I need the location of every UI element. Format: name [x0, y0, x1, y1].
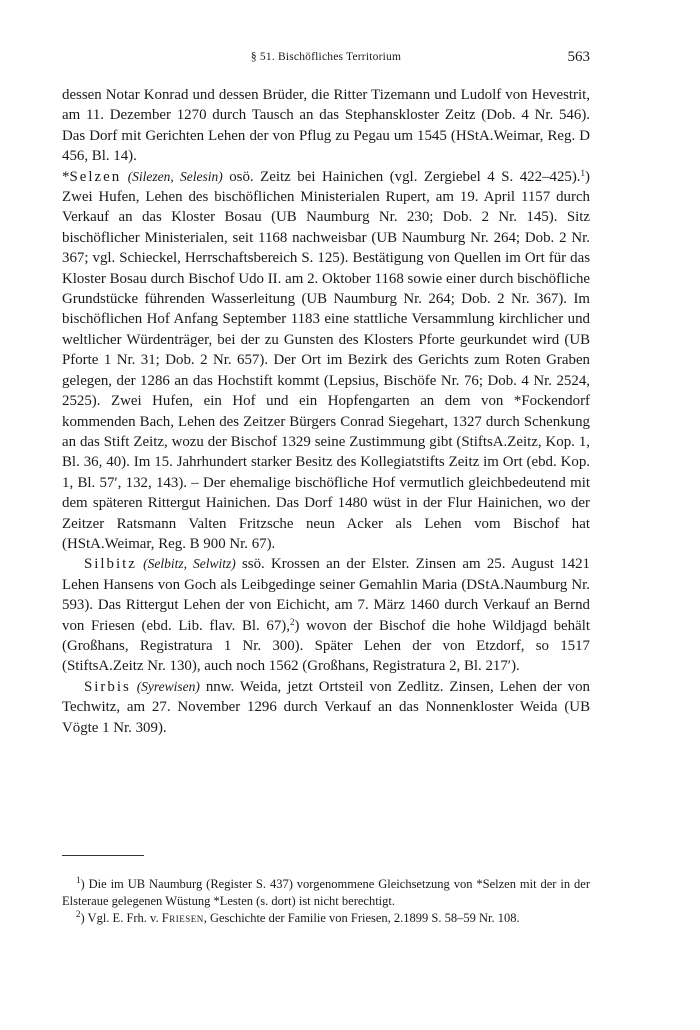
footnote-text: ) Vgl. E. Frh. v.: [80, 911, 162, 925]
entry-place-name: Selzen: [69, 168, 122, 185]
footnote-mark: 1: [76, 875, 81, 885]
footnotes: [62, 876, 590, 927]
footnote-rule: [62, 855, 144, 856]
footnote-mark: 2: [76, 909, 81, 919]
footnote-author: Friesen: [161, 911, 204, 925]
page-number: 563: [567, 49, 590, 65]
footnote-ref: 1: [580, 167, 586, 178]
running-title: § 51. Bischöfliches Territorium: [250, 51, 402, 63]
body-text: [62, 85, 590, 738]
entry-text: ) Zwei Hufen, Lehen des bischöflichen Ministerialen Rupert, am 19. April 1157 durch Verkauf an das Kloster Bosau (UB Naumburg Nr. 230; Dob. 2 Nr. 145). Sitz bischöflicher Ministerialen, seit 1168 nachweisbar (UB Naumburg Nr. 264; Dob. 2 Nr. 367; vgl. Schieckel, Herrschaftsbereich S. 125). Bestätigung von Quellen im Ort für das Kloster Bosau durch Bischof Udo II. am 2. Oktober 1168 sowie einer durch bischöfliche Grundstücke führenden Wasserleitung (UB Naumburg Nr. 264; Dob. 2 Nr. 367). Im bischöflichen Hof Anfang September 1183 eine stattliche Versammlung kirchlicher und weltlicher Würdenträger, bei der zu Gunsten des Klosters Pforte geurkundet wird (UB Pforte 1 Nr. 31; Dob. 2 Nr. 657). Der Ort im Bezirk des Gerichts zum Roten Graben gelegen, der 1286 an das Hochstift kommt (Lepsius, Bischöfe Nr. 76; Dob. 4 Nr. 2524, 2525). Zwei Hufen, ein Hof und ein Hopfengarten an dem von *Fockendorf kommenden Bach, Lehen des Zeitzer Bürgers Conrad Siegehart, 1327 durch Schenkung an das Stift Zeitz, wozu der Bischof 1329 seine Zustimmung gibt (StiftsA.Zeitz, Kop. 1, Bl. 36, 40). Im 15. Jahrhundert starker Besitz des Kollegiatstifts Zeitz im Ort (ebd. Kop. 1, Bl. 57′, 132, 143). – Der ehemalige bischöfliche Hof vermutlich gleichbedeutend mit dem späteren Rittergut Hainichen. Das Dorf 1480 wüst in der Flur Hainichen, wo der Zeitzer Ratsmann Valten Fritzsche neun Acker als Lehen vom Bischof hat (HStA.Weimar, Reg. B 900 Nr. 67).: [62, 168, 590, 552]
entry-sirbis: [62, 677, 590, 738]
footnote-1: [62, 876, 590, 910]
paragraph-continuation: dessen Notar Konrad und dessen Brüder, die Ritter Tizemann und Ludolf von Hevestrit, am 11. Dezember 1270 durch Tausch an das Stephanskloster Zeitz (Dob. 4 Nr. 546). Das Dorf mit Gerichten Lehen der von Pflug zu Pegau um 1545 (HStA.Weimar, Reg. D 456, Bl. 14).: [62, 87, 590, 165]
running-head: [62, 51, 590, 71]
entry-name-variants: (Silezen, Selesin): [127, 168, 223, 184]
entry-text: nnw. Weida, jetzt Ortsteil von Zedlitz. Zinsen, Lehen der von Techwitz, am 27. November 1296 durch Verkauf an das Nonnenkloster Weida (UB Vögte 1 Nr. 309).: [62, 678, 590, 736]
entry-asterisk: *: [62, 168, 70, 185]
entry-name-variants: (Selbitz, Selwitz): [143, 556, 236, 572]
entry-text: ssö. Krossen an der Elster. Zinsen am 25. August 1421 Lehen Hansens von Goch als Leibgedinge seiner Gemahlin Maria (DStA.Naumburg Nr. 593). Das Rittergut Lehen der von Eichicht, am 7. März 1460 durch Verkauf an Bernd von Friesen (ebd. Lib. flav. Bl. 67),: [62, 556, 590, 634]
entry-name-variants: (Syrewisen): [136, 678, 200, 694]
entry-text: ) wovon der Bischof die hohe Wildjagd behält (Großhans, Registratura 1 Nr. 300). Später Lehen der von Etzdorf, so 1517 (StiftsA.Zeitz Nr. 130), auch noch 1562 (Großhans, Registratura 2, Bl. 217′).: [62, 617, 590, 675]
entry-selzen: [62, 167, 590, 555]
entry-silbitz: [62, 554, 590, 676]
entry-place-name: Silbitz: [84, 556, 137, 573]
footnote-2: [62, 910, 590, 927]
entry-place-name: Sirbis: [84, 678, 131, 695]
footnote-text: ) Die im UB Naumburg (Register S. 437) vorgenommene Gleichsetzung von *Selzen mit der in der Elsteraue gelegenen Wüstung *Lesten (s. dort) ist nicht berechtigt.: [62, 877, 590, 908]
footnote-text: , Geschichte der Familie von Friesen, 2.1899 S. 58–59 Nr. 108.: [203, 911, 520, 925]
footnote-ref: 2: [289, 616, 295, 627]
entry-text: osö. Zeitz bei Hainichen (vgl. Zergiebel 4 S. 422–425).: [222, 168, 581, 185]
